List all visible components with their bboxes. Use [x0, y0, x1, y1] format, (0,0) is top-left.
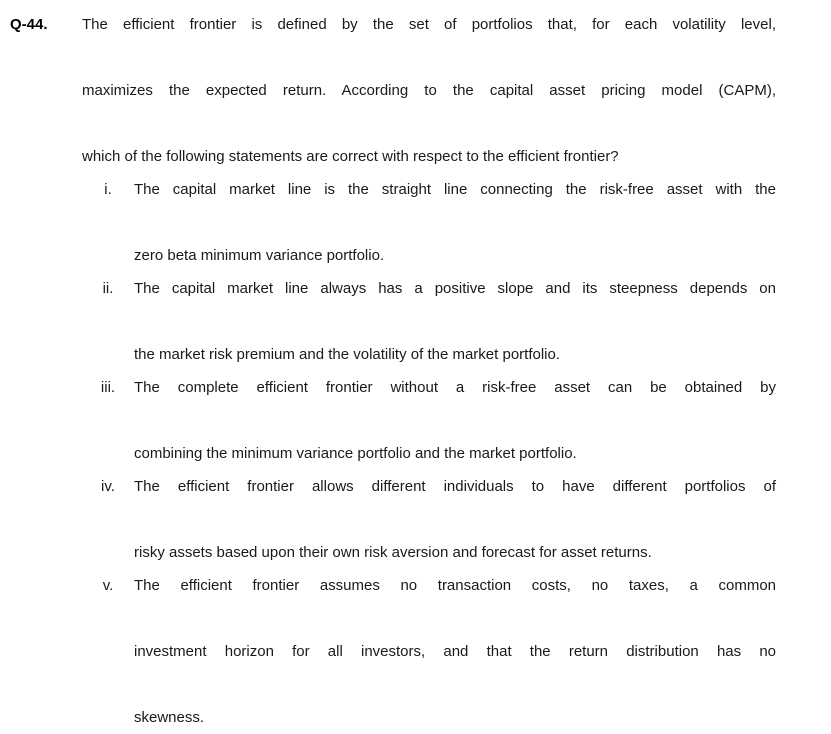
- option-item-iii: [82, 371, 776, 470]
- question-stem-line: maximizes the expected return. According to the capital asset pricing model (CAPM),: [82, 82, 776, 99]
- option-line: risky assets based upon their own risk aversion and forecast for asset returns.: [134, 544, 652, 561]
- option-line: the market risk premium and the volatility of the market portfolio.: [134, 346, 561, 363]
- option-text: [134, 470, 776, 569]
- option-line: zero beta minimum variance portfolio.: [134, 247, 385, 264]
- option-marker: i.: [104, 181, 112, 198]
- question-number: Q-44.: [10, 16, 48, 33]
- option-line: The complete efficient frontier without a risk-free asset can be obtained by: [134, 379, 776, 396]
- option-marker: v.: [102, 577, 114, 594]
- option-marker: iii.: [100, 379, 116, 396]
- option-item-ii: [82, 272, 776, 371]
- option-marker: ii.: [102, 280, 114, 297]
- option-line: investment horizon for all investors, and that the return distribution has no: [134, 643, 776, 660]
- option-text: [134, 173, 776, 272]
- option-text: [134, 272, 776, 371]
- option-item-iv: [82, 470, 776, 569]
- question-block: [0, 8, 831, 734]
- option-line: The efficient frontier assumes no transaction costs, no taxes, a common: [134, 577, 776, 594]
- option-marker: iv.: [101, 478, 115, 495]
- question-stem-line: which of the following statements are correct with respect to the efficient frontier?: [82, 148, 619, 165]
- option-item-v: [82, 569, 776, 734]
- option-line: The capital market line is the straight line connecting the risk-free asset with the: [134, 181, 776, 198]
- option-line: skewness.: [134, 709, 205, 726]
- option-line: The efficient frontier allows different individuals to have different portfolios of: [134, 478, 776, 495]
- question-body: [82, 8, 831, 734]
- option-line: The capital market line always has a positive slope and its steepness depends on: [134, 280, 776, 297]
- option-line: combining the minimum variance portfolio and the market portfolio.: [134, 445, 577, 462]
- option-text: [134, 569, 776, 734]
- option-item-i: [82, 173, 776, 272]
- question-stem: [82, 8, 776, 173]
- question-stem-line: The efficient frontier is defined by the set of portfolios that, for each volatility level,: [82, 16, 776, 33]
- option-text: [134, 371, 776, 470]
- options-list: [82, 173, 776, 734]
